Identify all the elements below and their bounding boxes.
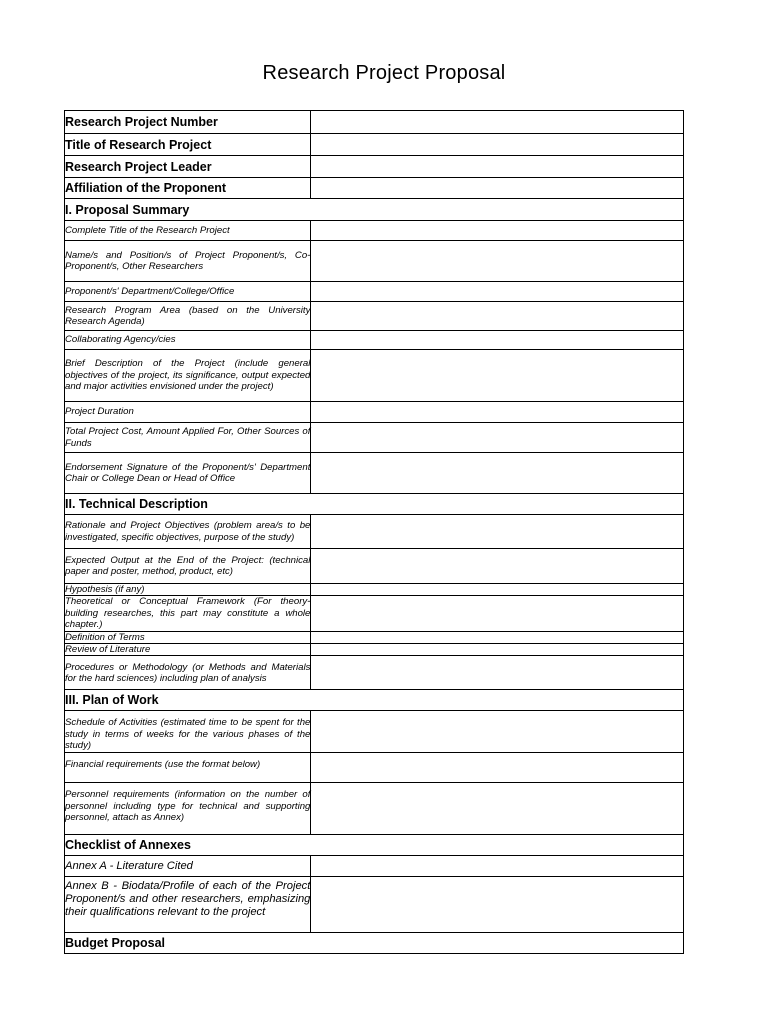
section-heading-row [65,933,684,954]
form-row [65,111,684,134]
field-label-department: Proponent/s' Department/College/Office [65,282,311,302]
field-label-research-project-number: Research Project Number [65,111,311,134]
form-row [65,631,684,643]
field-value-program-area[interactable] [311,302,684,331]
form-row [65,331,684,350]
field-value-schedule-of-activities[interactable] [311,711,684,753]
field-label-title-of-research-project: Title of Research Project [65,134,311,156]
field-value-brief-description[interactable] [311,350,684,402]
field-value-proponents[interactable] [311,241,684,282]
field-value-annex-b[interactable] [311,877,684,933]
section-heading-row [65,690,684,711]
form-row [65,282,684,302]
field-value-project-cost[interactable] [311,423,684,453]
field-label-financial-requirements: Financial requirements (use the format below) [65,753,311,783]
field-label-annex-b: Annex B - Biodata/Profile of each of the Project Proponent/s and other researchers, emphasizing their qualifications relevant to the project [65,877,311,933]
field-label-program-area: Research Program Area (based on the University Research Agenda) [65,302,311,331]
field-value-research-project-number[interactable] [311,111,684,134]
section-heading-row [65,835,684,856]
form-row [65,453,684,494]
form-row [65,515,684,549]
form-row [65,134,684,156]
field-value-project-duration[interactable] [311,402,684,423]
form-row [65,783,684,835]
field-value-annex-a[interactable] [311,856,684,877]
field-label-methodology: Procedures or Methodology (or Methods and Materials for the hard sciences) including plan of analysis [65,656,311,690]
form-row [65,877,684,933]
form-row [65,644,684,656]
form-row [65,549,684,584]
field-value-title-of-research-project[interactable] [311,134,684,156]
form-row [65,156,684,178]
field-value-financial-requirements[interactable] [311,753,684,783]
field-value-framework[interactable] [311,596,684,631]
field-value-review-of-literature[interactable] [311,644,684,656]
form-row [65,302,684,331]
form-row [65,221,684,241]
field-label-project-cost: Total Project Cost, Amount Applied For, Other Sources of Funds [65,423,311,453]
proposal-form-table [64,110,684,954]
field-value-methodology[interactable] [311,656,684,690]
form-row [65,350,684,402]
field-label-endorsement-signature: Endorsement Signature of the Proponent/s' Department Chair or College Dean or Head of Office [65,453,311,494]
field-label-proponents: Name/s and Position/s of Project Proponent/s, Co-Proponent/s, Other Researchers [65,241,311,282]
section-heading-budget-proposal: Budget Proposal [65,933,684,954]
field-label-schedule-of-activities: Schedule of Activities (estimated time to be spent for the study in terms of weeks for the various phases of the study) [65,711,311,753]
field-label-review-of-literature: Review of Literature [65,644,311,656]
field-label-annex-a: Annex A - Literature Cited [65,856,311,877]
field-label-expected-output: Expected Output at the End of the Project: (technical paper and poster, method, product, etc) [65,549,311,584]
field-label-complete-title: Complete Title of the Research Project [65,221,311,241]
section-heading-row [65,494,684,515]
field-value-collaborating-agency[interactable] [311,331,684,350]
field-label-hypothesis: Hypothesis (if any) [65,584,311,596]
form-row [65,241,684,282]
field-value-definition-of-terms[interactable] [311,631,684,643]
section-heading-row [65,199,684,221]
field-value-rationale[interactable] [311,515,684,549]
form-row [65,423,684,453]
form-row [65,596,684,631]
field-value-expected-output[interactable] [311,549,684,584]
field-label-definition-of-terms: Definition of Terms [65,631,311,643]
field-value-complete-title[interactable] [311,221,684,241]
form-row [65,656,684,690]
form-row [65,711,684,753]
form-row [65,856,684,877]
field-value-research-project-leader[interactable] [311,156,684,178]
form-row [65,753,684,783]
field-label-rationale: Rationale and Project Objectives (problem area/s to be investigated, specific objectives, purpose of the study) [65,515,311,549]
field-value-department[interactable] [311,282,684,302]
field-label-framework: Theoretical or Conceptual Framework (For theory-building researches, this part may constitute a whole chapter.) [65,596,311,631]
section-heading-technical-description: II. Technical Description [65,494,684,515]
field-value-hypothesis[interactable] [311,584,684,596]
form-row [65,402,684,423]
field-label-personnel-requirements: Personnel requirements (information on the number of personnel including type for technical and supporting personnel, attach as Annex) [65,783,311,835]
document-title: Research Project Proposal [262,62,506,84]
field-label-research-project-leader: Research Project Leader [65,156,311,178]
section-heading-checklist-of-annexes: Checklist of Annexes [65,835,684,856]
field-label-brief-description: Brief Description of the Project (include general objectives of the project, its significance, output expected and major activities envisioned under the project) [65,350,311,402]
form-row [65,178,684,199]
field-value-affiliation[interactable] [311,178,684,199]
field-label-collaborating-agency: Collaborating Agency/cies [65,331,311,350]
section-heading-plan-of-work: III. Plan of Work [65,690,684,711]
section-heading-proposal-summary: I. Proposal Summary [65,199,684,221]
field-label-affiliation: Affiliation of the Proponent [65,178,311,199]
field-value-personnel-requirements[interactable] [311,783,684,835]
field-value-endorsement-signature[interactable] [311,453,684,494]
field-label-project-duration: Project Duration [65,402,311,423]
form-row [65,584,684,596]
